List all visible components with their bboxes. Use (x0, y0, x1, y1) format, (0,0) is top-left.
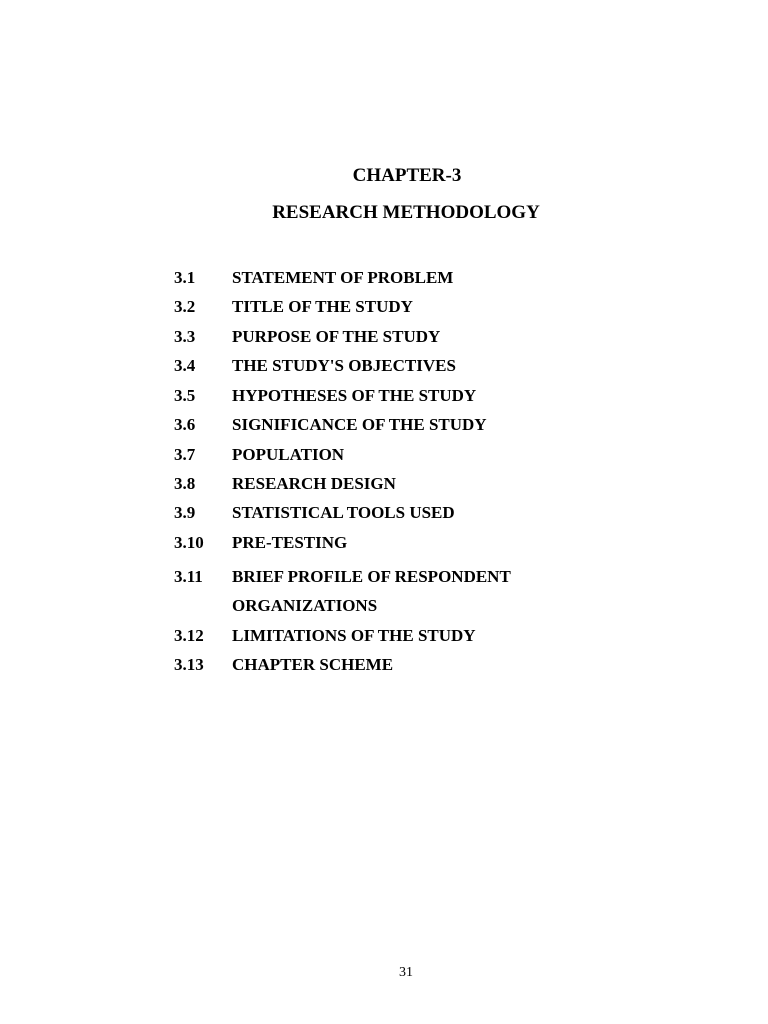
toc-item-title: LIMITATIONS OF THE STUDY (232, 626, 476, 645)
toc-item-title: HYPOTHESES OF THE STUDY (232, 386, 477, 405)
toc-item-title: BRIEF PROFILE OF RESPONDENT ORGANIZATIONS (232, 567, 511, 615)
toc-item-number: 3.3 (174, 327, 196, 346)
toc-item-title: CHAPTER SCHEME (232, 655, 394, 674)
toc-item-title: PRE-TESTING (232, 533, 348, 552)
toc-item-title: STATEMENT OF PROBLEM (232, 268, 454, 287)
toc-item-title: RESEARCH DESIGN (232, 474, 396, 493)
toc-item-number: 3.9 (174, 503, 196, 522)
toc-item-number: 3.1 (174, 268, 196, 287)
toc-item-number: 3.7 (174, 445, 196, 464)
toc-item-number: 3.8 (174, 474, 196, 493)
toc-item-title: STATISTICAL TOOLS USED (232, 503, 455, 522)
toc-item-title: POPULATION (232, 445, 345, 464)
toc-item-title: SIGNIFICANCE OF THE STUDY (232, 415, 487, 434)
toc-item-title: THE STUDY'S OBJECTIVES (232, 356, 456, 375)
toc-item-number: 3.10 (174, 533, 204, 552)
chapter-label: CHAPTER-3 (352, 165, 462, 186)
toc-item-number: 3.12 (174, 626, 204, 645)
toc-item-number: 3.5 (174, 386, 196, 405)
toc-item-number: 3.6 (174, 415, 196, 434)
chapter-title: RESEARCH METHODOLOGY (272, 202, 540, 223)
toc-item-title: TITLE OF THE STUDY (232, 297, 413, 316)
toc-item-number: 3.2 (174, 297, 196, 316)
toc-item-number: 3.11 (174, 567, 203, 586)
toc-item-number: 3.13 (174, 655, 204, 674)
toc-item-title: PURPOSE OF THE STUDY (232, 327, 441, 346)
toc-item-number: 3.4 (174, 356, 196, 375)
page-number: 31 (399, 965, 413, 980)
